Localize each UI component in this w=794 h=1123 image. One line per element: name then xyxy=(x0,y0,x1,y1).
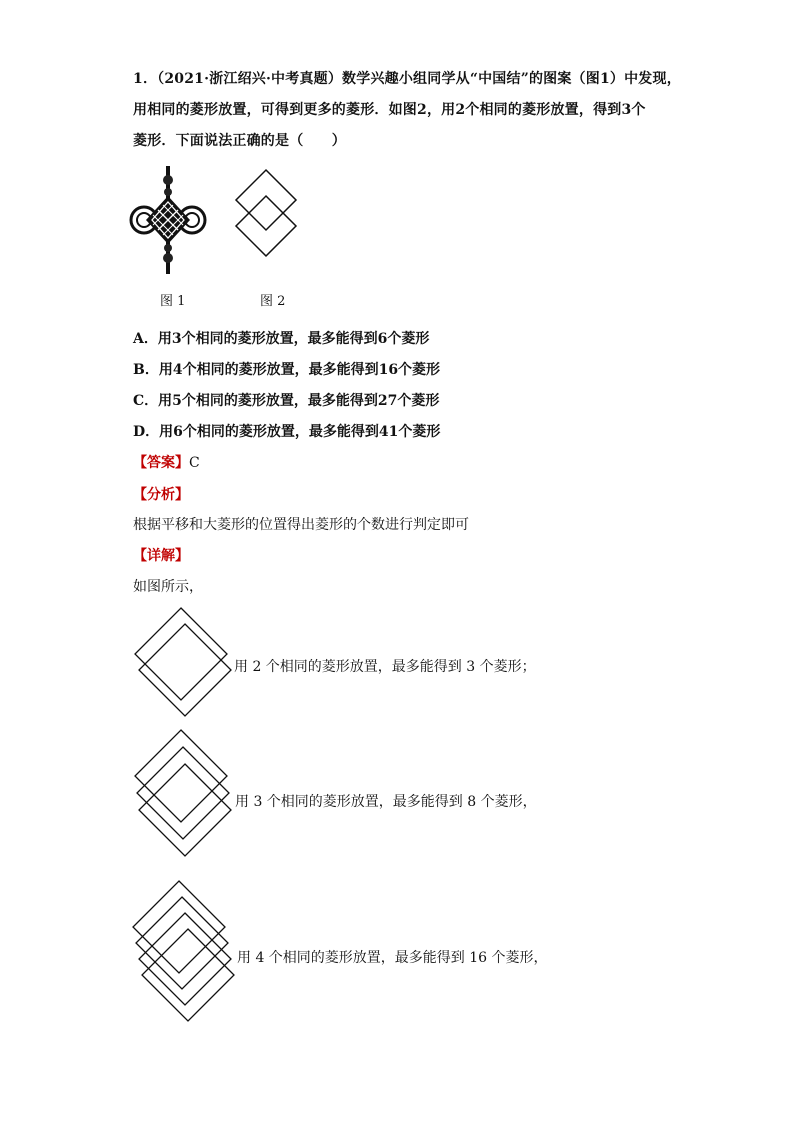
question-line-1: 1．（2021·浙江绍兴·中考真题）数学兴趣小组同学从“中国结”的图案（图1）中发现， xyxy=(133,71,681,87)
figure-2-caption: 图 2 xyxy=(260,294,286,309)
option-a: A．用3个相同的菱形放置，最多能得到6个菱形 xyxy=(133,331,430,347)
question-line-3: 菱形．下面说法正确的是（ ） xyxy=(133,133,346,149)
analysis-text: 根据平移和大菱形的位置得出菱形的个数进行判定即可 xyxy=(133,517,469,533)
detail-step-1: 用 2 个相同的菱形放置，最多能得到 3 个菱形； xyxy=(234,659,536,675)
question-line-2: 用相同的菱形放置，可得到更多的菱形．如图2，用2个相同的菱形放置，得到3个 xyxy=(133,102,646,118)
detail-label: 【详解】 xyxy=(133,548,189,564)
analysis-label: 【分析】 xyxy=(133,487,189,503)
chinese-knot-figure xyxy=(128,166,208,274)
four-rhombus-diagram xyxy=(133,879,235,1029)
option-b: B．用4个相同的菱形放置，最多能得到16个菱形 xyxy=(133,362,441,378)
option-d: D．用6个相同的菱形放置，最多能得到41个菱形 xyxy=(133,424,441,440)
two-rhombus-figure xyxy=(234,170,298,258)
detail-step-3: 用 4 个相同的菱形放置，最多能得到 16 个菱形， xyxy=(237,950,548,966)
answer-value: C xyxy=(189,455,200,471)
three-rhombus-diagram xyxy=(133,728,233,860)
option-c: C．用5个相同的菱形放置，最多能得到27个菱形 xyxy=(133,393,440,409)
figure-1-caption: 图 1 xyxy=(160,294,186,309)
detail-step-2: 用 3 个相同的菱形放置，最多能得到 8 个菱形， xyxy=(235,794,537,810)
answer-label: 【答案】 xyxy=(133,455,189,471)
two-rhombus-diagram xyxy=(133,606,233,718)
detail-intro: 如图所示， xyxy=(133,579,203,595)
answer-row xyxy=(133,452,200,472)
